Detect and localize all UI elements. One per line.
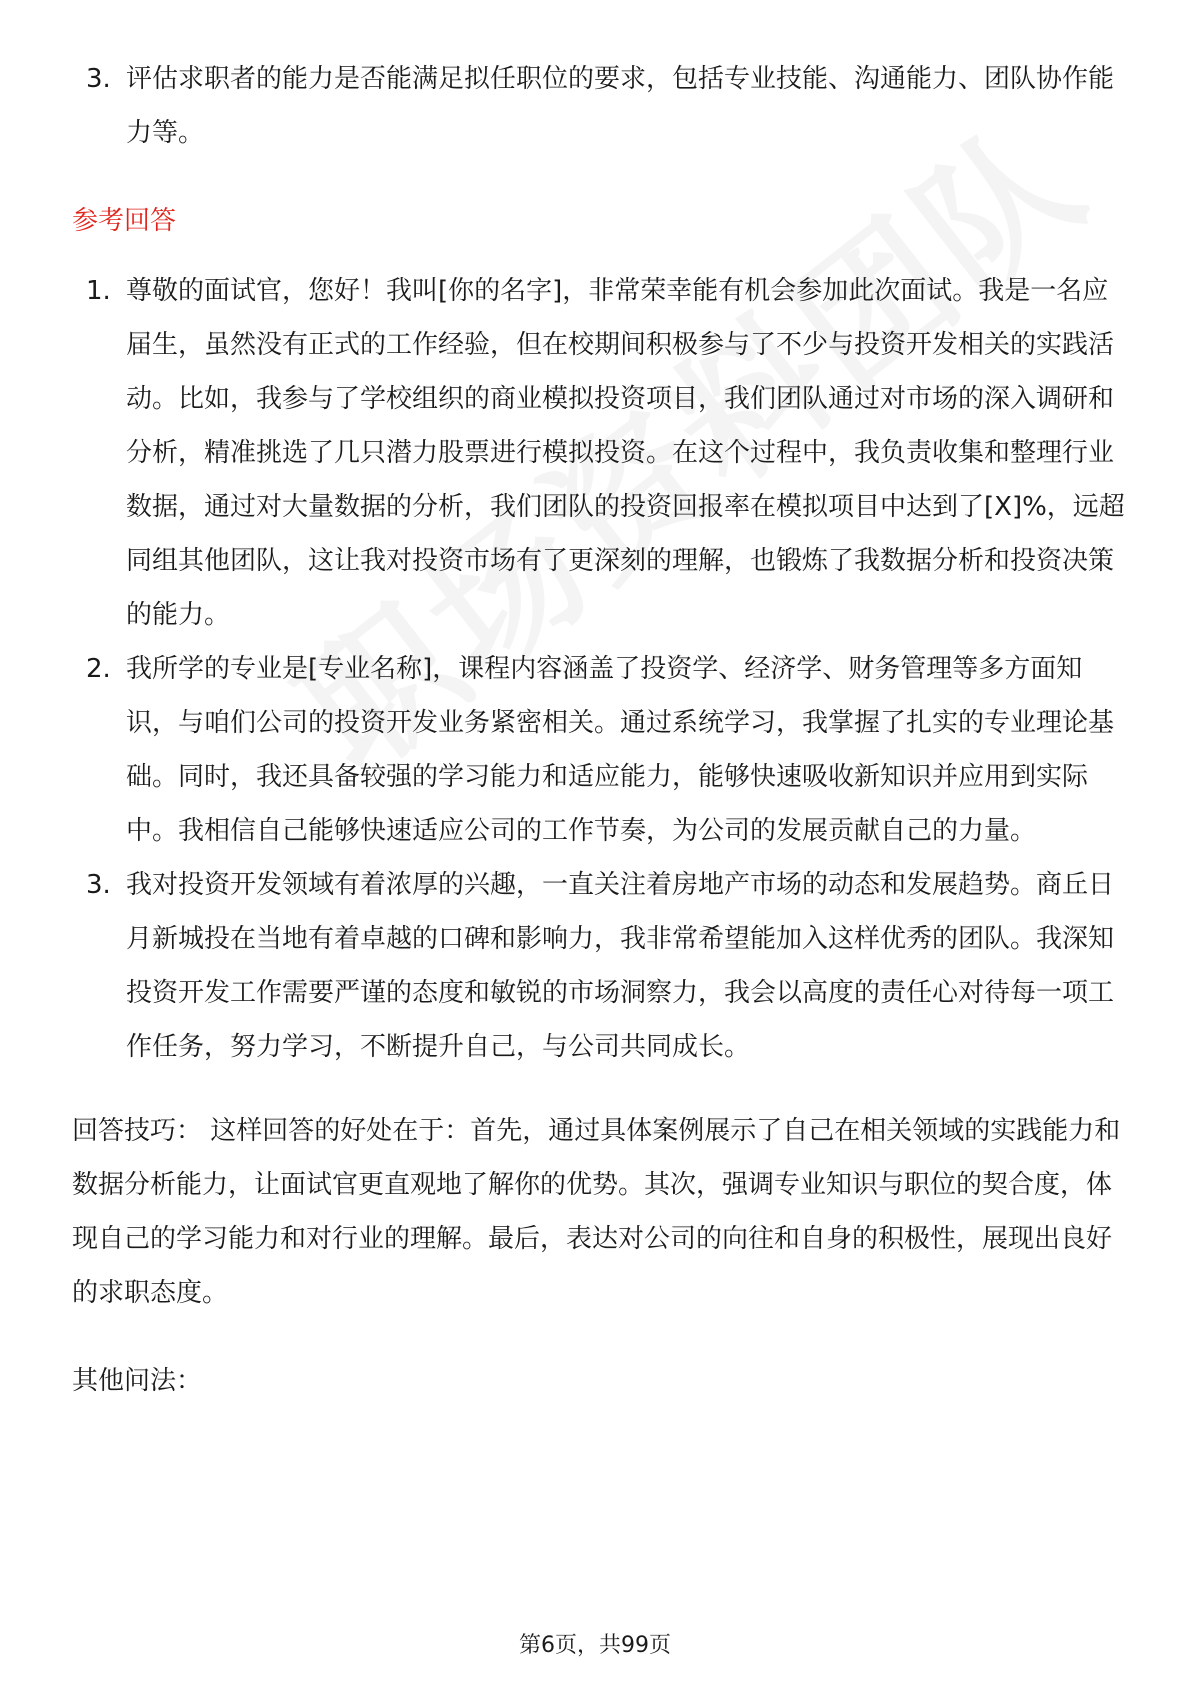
question-list — [72, 52, 1132, 160]
list-number: 3. — [86, 64, 111, 94]
list-text: 尊敬的面试官，您好！我叫[你的名字]，非常荣幸能有机会参加此次面试。我是一名应届生，虽然没有正式的工作经验，但在校期间积极参与了不少与投资开发相关的实践活动。比如，我参与了学校组织的商业模拟投资项目，我们团队通过对市场的深入调研和分析，精准挑选了几只潜力股票进行模拟投资。在这个过程中，我负责收集和整理行业数据，通过对大量数据的分析，我们团队的投资回报率在模拟项目中达到了[X]%，远超同组其他团队，这让我对投资市场有了更深刻的理解，也锻炼了我数据分析和投资决策的能力。 — [126, 276, 1125, 630]
list-number: 2. — [86, 654, 111, 684]
answer-tips: 回答技巧： 这样回答的好处在于：首先，通过具体案例展示了自己在相关领域的实践能力和数据分析能力，让面试官更直观地了解你的优势。其次，强调专业知识与职位的契合度，体现自己的学习能力和对行业的理解。最后，表达对公司的向往和自身的积极性，展现出良好的求职态度。 — [72, 1116, 1121, 1308]
list-item — [72, 642, 1132, 858]
list-item — [72, 858, 1132, 1074]
section-title: 参考回答 — [72, 206, 177, 236]
list-text: 我对投资开发领域有着浓厚的兴趣，一直关注着房地产市场的动态和发展趋势。商丘日月新城投在当地有着卓越的口碑和影响力，我非常希望能加入这样优秀的团队。我深知投资开发工作需要严谨的态度和敏锐的市场洞察力，我会以高度的责任心对待每一项工作任务，努力学习，不断提升自己，与公司共同成长。 — [126, 870, 1115, 1062]
other-questions-label: 其他问法： — [72, 1366, 203, 1396]
list-number: 1. — [86, 276, 111, 306]
answer-list — [72, 264, 1132, 1074]
list-text: 评估求职者的能力是否能满足拟任职位的要求，包括专业技能、沟通能力、团队协作能力等。 — [126, 64, 1115, 148]
list-item — [72, 52, 1132, 160]
page-footer: 第6页，共99页 — [519, 1633, 671, 1658]
list-number: 3. — [86, 870, 111, 900]
list-item — [72, 264, 1132, 642]
page-content — [72, 52, 1132, 1408]
list-text: 我所学的专业是[专业名称]，课程内容涵盖了投资学、经济学、财务管理等多方面知识，与咱们公司的投资开发业务紧密相关。通过系统学习，我掌握了扎实的专业理论基础。同时，我还具备较强的学习能力和适应能力，能够快速吸收新知识并应用到实际中。我相信自己能够快速适应公司的工作节奏，为公司的发展贡献自己的力量。 — [126, 654, 1115, 846]
